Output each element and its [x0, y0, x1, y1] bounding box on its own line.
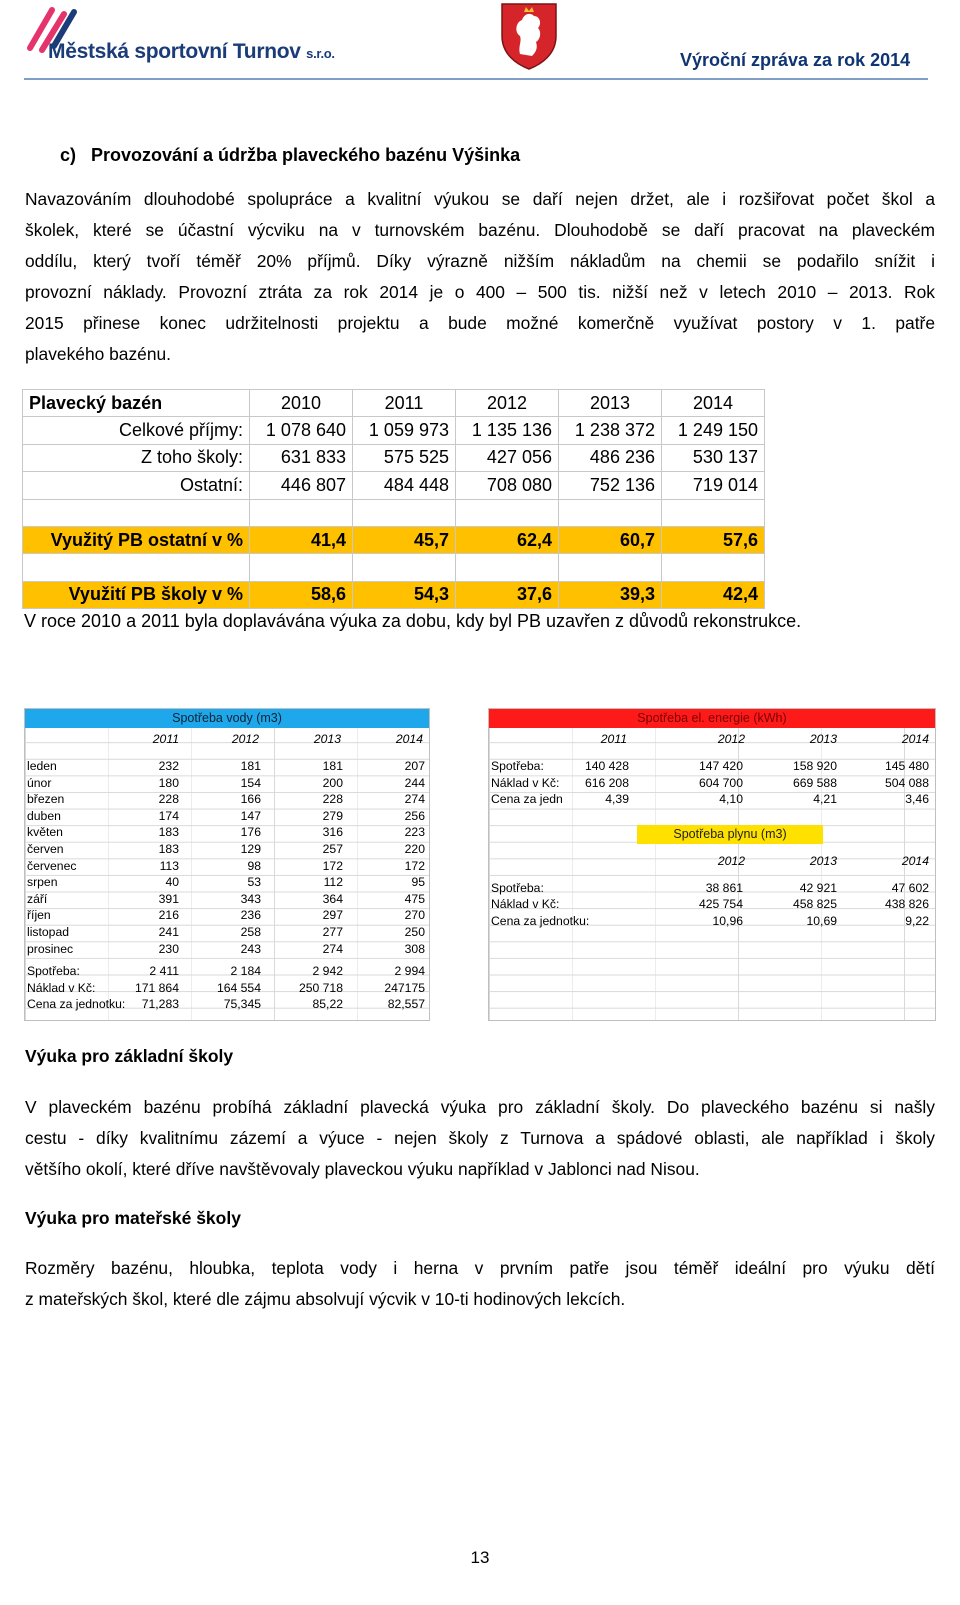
sheet-cell: 172 [404, 858, 425, 873]
sheet-row [489, 880, 935, 897]
section-heading: c) Provozování a údržba plaveckého bazénu Výšinka [60, 145, 521, 165]
sheet-row [25, 996, 429, 1013]
sheet-cell: 274 [322, 941, 343, 956]
table-cell: 752 136 [559, 472, 662, 499]
sheet-cell: 220 [404, 841, 425, 856]
sheet-cell: 183 [158, 841, 179, 856]
sheet-cell: 95 [411, 875, 425, 890]
sheet-cell: 297 [322, 908, 343, 923]
company-name [48, 40, 335, 64]
sheet-cell: 171 864 [134, 980, 179, 995]
basic-schools-heading: Výuka pro základní školy [25, 1046, 234, 1066]
sheet-cell: 129 [240, 841, 261, 856]
sheet-row [489, 896, 935, 913]
sheet-row-label: Náklad v Kč: [491, 897, 560, 912]
sheet-cell: 616 208 [584, 775, 629, 790]
sheet-row-label: červen [27, 841, 64, 856]
header [0, 0, 960, 82]
paragraph-line: cestu - díky kvalitnímu zázemí a výuce - nejen školy z Turnova a spádové oblasti, ale například i školy [25, 1128, 935, 1148]
sheet-cell: 438 826 [884, 897, 929, 912]
sheet-cell: 274 [404, 792, 425, 807]
table-cell: 719 014 [662, 472, 765, 499]
table-cell: 42,4 [662, 581, 765, 608]
sheet-cell: 391 [158, 891, 179, 906]
table-cell: 446 807 [250, 472, 353, 499]
sheet-row [25, 791, 429, 808]
year-label: 2013 [809, 732, 837, 746]
sheet-cell: 279 [322, 808, 343, 823]
sheet-cell: 425 754 [698, 897, 743, 912]
paragraph-line: Rozměry bazénu, hloubka, teplota vody i herna v prvním patře jsou téměř ideální pro výuku dětí [25, 1258, 935, 1278]
table-cell: 58,6 [250, 581, 353, 608]
sheet-cell: 85,22 [312, 997, 343, 1012]
report-title: Výroční zpráva za rok 2014 [680, 50, 911, 70]
table-row-highlight [23, 581, 765, 608]
row-label: Z toho školy: [23, 444, 250, 471]
sheet-cell: 82,557 [387, 997, 425, 1012]
sheet-cell: 257 [322, 841, 343, 856]
sheet-cell: 250 718 [298, 980, 343, 995]
paragraph-line: z mateřských škol, které dle zájmu absolvují výcvik v 10-ti hodinových lekcích. [25, 1289, 626, 1309]
month-rows [25, 758, 429, 957]
year-header: 2012 [456, 390, 559, 417]
electricity-consumption-sheet [488, 708, 936, 1021]
year-label: 2011 [600, 732, 627, 746]
sheet-cell: 364 [322, 891, 343, 906]
year-header: 2014 [662, 390, 765, 417]
year-row [25, 728, 429, 750]
row-label: Využitý PB ostatní v % [23, 526, 250, 553]
year-label: 2012 [717, 853, 745, 868]
kindergartens-paragraph [25, 1253, 935, 1315]
water-consumption-sheet [24, 708, 430, 1021]
sheet-row [25, 907, 429, 924]
page-number: 13 [470, 1548, 490, 1567]
sheet-cell: 343 [240, 891, 261, 906]
table-cell: 575 525 [353, 444, 456, 471]
sheet-row-label: Náklad v Kč: [27, 980, 96, 995]
sheet-row-label: březen [27, 792, 65, 807]
sheet-cell: 158 920 [792, 759, 837, 773]
sheet-cell: 458 825 [792, 897, 837, 912]
sheet-cell: 147 420 [698, 759, 743, 773]
table-cell: 1 059 973 [353, 417, 456, 444]
sheet-row [489, 913, 935, 930]
sheet-cell: 2 942 [312, 964, 343, 979]
sheet-cell: 113 [159, 858, 179, 873]
table-cell: 708 080 [456, 472, 559, 499]
sheet-row-label: červenec [27, 858, 77, 873]
sheet-row-label: září [27, 891, 48, 906]
table-cell: 57,6 [662, 526, 765, 553]
intro-line: plavekého bazénu. [25, 344, 172, 364]
sheet-row [25, 874, 429, 891]
year-row [489, 728, 935, 750]
intro-line: Navazováním dlouhodobé spolupráce a kvalitní výukou se daří nejen držet, ale i rozšiřovat počet škol a [25, 189, 935, 209]
paragraph-line: V plaveckém bazénu probíhá základní plavecká výuka pro základní školy. Do plaveckého bazénu si našly [25, 1097, 935, 1117]
intro-paragraph [25, 184, 935, 370]
blank-row [23, 499, 765, 526]
sheet-cell: 223 [404, 825, 425, 840]
sheet-cell: 42 921 [799, 880, 837, 895]
sheet-cell: 98 [247, 858, 261, 873]
table-row-highlight [23, 526, 765, 553]
table-cell: 37,6 [456, 581, 559, 608]
year-label: 2014 [901, 853, 929, 868]
sheet-row-label: Spotřeba: [27, 964, 80, 979]
header-rule [24, 78, 928, 80]
sheet-cell: 176 [240, 825, 261, 840]
sheet-row [489, 791, 935, 808]
year-header: 2010 [250, 390, 353, 417]
row-label: Celkové příjmy: [23, 417, 250, 444]
table-cell: 427 056 [456, 444, 559, 471]
sheet-cell: 228 [158, 792, 179, 807]
sheet-cell: 38 861 [705, 880, 743, 895]
sheet-cell: 53 [247, 875, 261, 890]
year-header: 2013 [559, 390, 662, 417]
sheet-row [25, 891, 429, 908]
intro-line: provozní náklady. Provozní ztráta za rok 2014 je o 400 – 500 tis. nižší než v letech 2010 – 2013. Rok [25, 282, 935, 302]
row-label: Ostatní: [23, 472, 250, 499]
intro-line: oddílu, který tvoří téměř 20% příjmů. Díky výrazně nižším nákladům na chemii se podařilo snížit i [25, 251, 935, 271]
gas-rows [489, 880, 935, 930]
sheet-cell: 10,69 [806, 913, 837, 928]
sheet-cell: 164 554 [216, 980, 261, 995]
sheet-cell: 166 [240, 792, 261, 807]
year-label: 2012 [717, 732, 745, 746]
sheet-row [489, 758, 935, 775]
company-name-suffix: s.r.o. [306, 46, 335, 61]
sheet-cell: 228 [322, 792, 343, 807]
table-cell: 484 448 [353, 472, 456, 499]
sheet-cell: 4,10 [719, 792, 743, 807]
table-cell: 1 135 136 [456, 417, 559, 444]
row-label: Využití PB školy v % [23, 581, 250, 608]
sheet-cell: 247175 [384, 980, 425, 995]
sheet-row-label: Cena za jednotku: [491, 913, 590, 928]
sheet-cell: 47 602 [891, 880, 929, 895]
sheet-row-label: únor [27, 775, 52, 790]
sheet-row-label: Cena za jednotku: [27, 997, 126, 1012]
sheet-row [25, 858, 429, 875]
electricity-rows [489, 758, 935, 808]
sheet-cell: 172 [322, 858, 343, 873]
sheet-cell: 75,345 [223, 997, 261, 1012]
table-cell: 530 137 [662, 444, 765, 471]
gas-year-row [489, 850, 935, 872]
table-row [23, 444, 765, 471]
table-cell: 54,3 [353, 581, 456, 608]
company-name-main: Městská sportovní Turnov [48, 40, 301, 63]
table-row [23, 472, 765, 499]
sheet-cell: 230 [158, 941, 179, 956]
year-label: 2014 [901, 732, 929, 746]
sheet-row [25, 941, 429, 958]
table-title: Plavecký bazén [23, 390, 250, 417]
sheet-cell: 232 [158, 759, 179, 773]
sheet-title: Spotřeba vody (m3) [25, 709, 429, 728]
sheet-cell: 256 [404, 808, 425, 823]
sheet-cell: 504 088 [884, 775, 929, 790]
sheet-cell: 207 [404, 759, 425, 773]
sheet-cell: 154 [240, 775, 261, 790]
sheet-cell: 258 [240, 924, 261, 939]
table-cell: 1 238 372 [559, 417, 662, 444]
sheet-row-label: prosinec [27, 941, 74, 956]
intro-line: 2015 přinese konec udržitelnosti projektu a bude možné komerčně využívat postory v 1. patře [25, 313, 935, 333]
sheet-row [25, 841, 429, 858]
sheet-cell: 200 [322, 775, 343, 790]
sheet-row [25, 824, 429, 841]
total-rows [25, 963, 429, 1013]
sheet-cell: 241 [158, 924, 179, 939]
table-cell: 45,7 [353, 526, 456, 553]
pool-finance-table [22, 389, 765, 609]
year-header: 2011 [353, 390, 456, 417]
sheet-cell: 236 [240, 908, 261, 923]
sheet-cell: 10,96 [712, 913, 743, 928]
sheet-cell: 243 [240, 941, 261, 956]
blank-row [23, 554, 765, 581]
sheet-cell: 277 [322, 924, 343, 939]
sheet-row [25, 963, 429, 980]
sheet-cell: 112 [323, 875, 343, 890]
table-cell: 39,3 [559, 581, 662, 608]
sheet-row-label: Spotřeba: [491, 759, 544, 773]
sheet-cell: 147 [240, 808, 261, 823]
sheet-cell: 140 428 [584, 759, 629, 773]
sheet-row-label: Spotřeba: [491, 880, 544, 895]
sheet-cell: 9,22 [905, 913, 929, 928]
sheet-cell: 2 411 [149, 964, 179, 979]
table-row [23, 417, 765, 444]
sheet-row [25, 980, 429, 997]
sheet-cell: 145 480 [884, 759, 929, 773]
sheet-row-label: leden [27, 759, 57, 773]
sheet-cell: 180 [158, 775, 179, 790]
table-note: V roce 2010 a 2011 byla doplavávána výuka za dobu, kdy byl PB uzavřen z důvodů rekonstrukce. [24, 611, 802, 631]
sheet-row-label: duben [27, 808, 61, 823]
sheet-cell: 174 [158, 808, 179, 823]
table-cell: 486 236 [559, 444, 662, 471]
sheet-cell: 308 [404, 941, 425, 956]
sheet-cell: 475 [404, 891, 425, 906]
sheet-row [25, 924, 429, 941]
sheet-row-label: květen [27, 825, 63, 840]
sheet-cell: 71,283 [141, 997, 179, 1012]
table-cell: 1 078 640 [250, 417, 353, 444]
year-label: 2013 [313, 732, 341, 746]
sheet-cell: 250 [404, 924, 425, 939]
kindergartens-heading: Výuka pro mateřské školy [25, 1208, 241, 1228]
sheet-cell: 4,39 [605, 792, 629, 807]
sheet-cell: 669 588 [792, 775, 837, 790]
basic-schools-paragraph [25, 1092, 935, 1185]
table-cell: 631 833 [250, 444, 353, 471]
table-cell: 62,4 [456, 526, 559, 553]
sheet-row-label: Cena za jedn [491, 792, 563, 807]
sheet-cell: 181 [240, 759, 261, 773]
sheet-row-label: Náklad v Kč: [491, 775, 560, 790]
table-cell: 41,4 [250, 526, 353, 553]
sheet-row-label: říjen [27, 908, 51, 923]
sheet-row-label: listopad [27, 924, 70, 939]
coat-of-arms-icon [500, 2, 558, 70]
sheet-cell: 4,21 [813, 792, 837, 807]
year-label: 2012 [231, 732, 259, 746]
gas-sheet-title: Spotřeba plynu (m3) [637, 825, 823, 844]
sheet-row [489, 775, 935, 792]
intro-line: školek, které se účastní výcviku na v turnovském bazénu. Dlouhodobě se daří pracovat na plaveckém [25, 220, 935, 240]
sheet-cell: 40 [165, 875, 179, 890]
sheet-cell: 183 [158, 825, 179, 840]
sheet-cell: 316 [322, 825, 343, 840]
year-label: 2011 [152, 732, 179, 746]
sheet-cell: 2 184 [230, 964, 261, 979]
paragraph-line: většího okolí, které dříve navštěvovaly plaveckou výuku například v Jablonci nad Nisou. [25, 1159, 700, 1179]
sheet-cell: 216 [158, 908, 179, 923]
year-label: 2014 [395, 732, 423, 746]
table-cell: 60,7 [559, 526, 662, 553]
sheet-row [25, 758, 429, 775]
table-header-row [23, 390, 765, 417]
sheet-title: Spotřeba el. energie (kWh) [489, 709, 935, 728]
sheet-row [25, 775, 429, 792]
table-cell: 1 249 150 [662, 417, 765, 444]
sheet-row-label: srpen [27, 875, 58, 890]
sheet-cell: 3,46 [905, 792, 929, 807]
sheet-cell: 270 [404, 908, 425, 923]
sheet-cell: 244 [404, 775, 425, 790]
sheet-cell: 2 994 [394, 964, 425, 979]
sheet-row [25, 808, 429, 825]
sheet-cell: 181 [322, 759, 343, 773]
year-label: 2013 [809, 853, 837, 868]
sheet-cell: 604 700 [698, 775, 743, 790]
